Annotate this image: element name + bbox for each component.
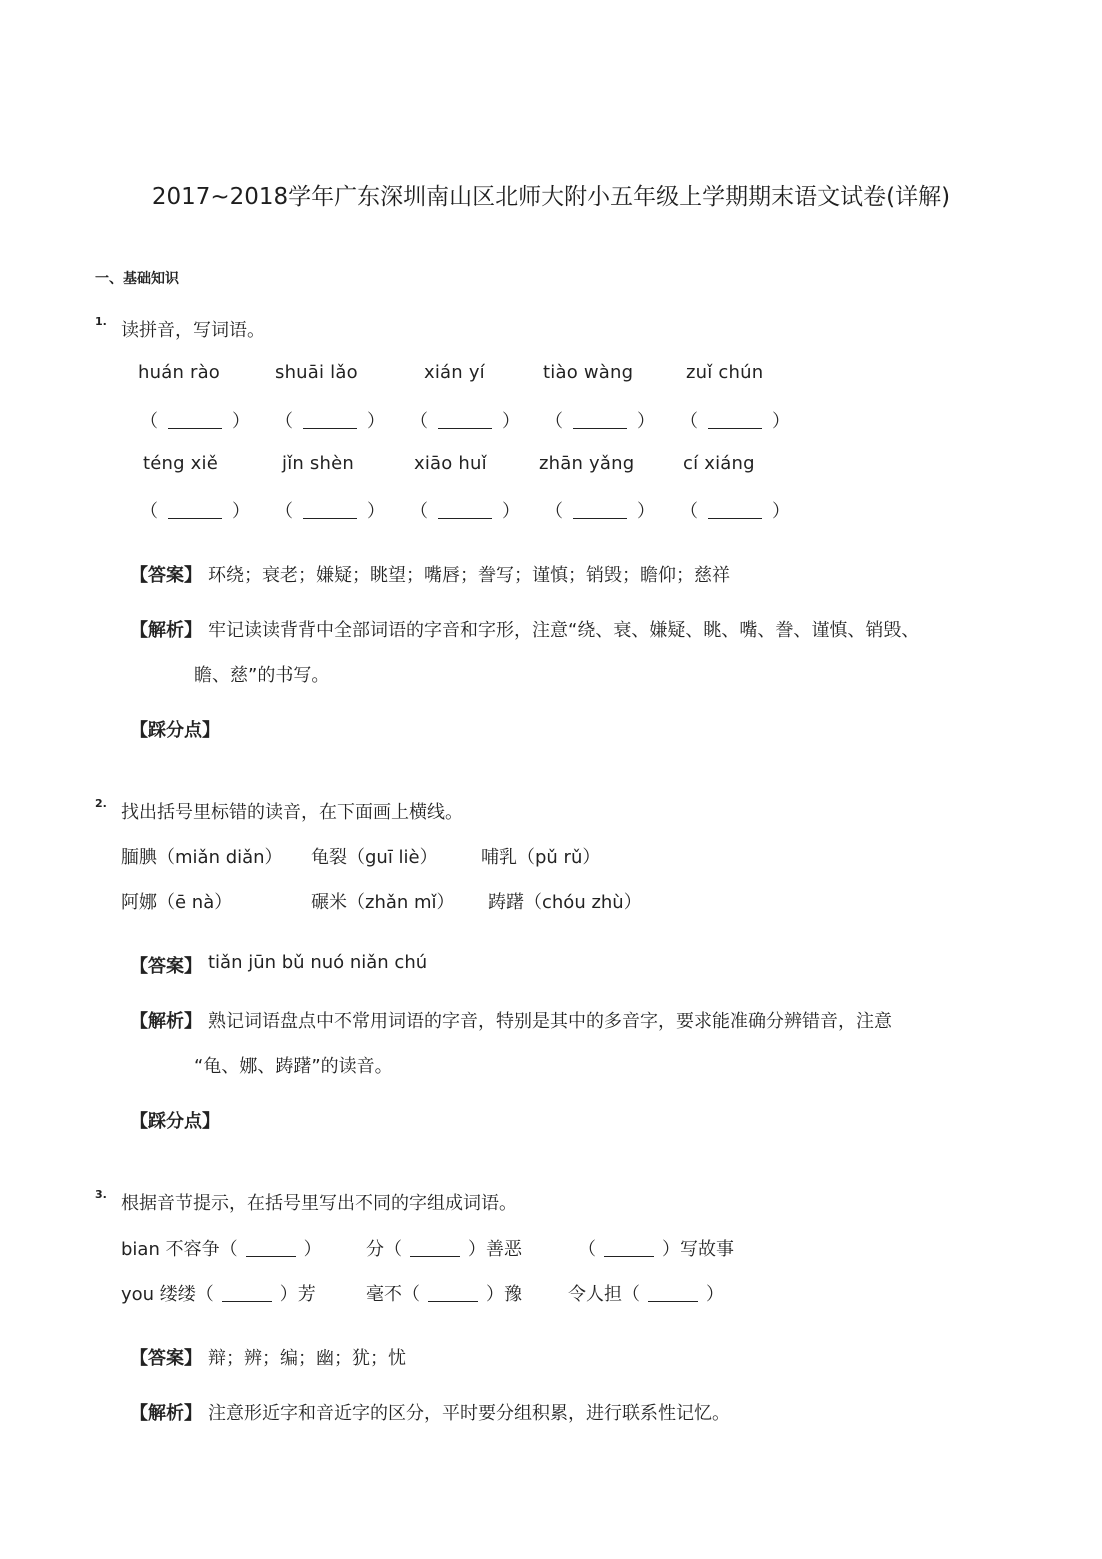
answer-blank[interactable]: （ ） bbox=[275, 501, 385, 522]
pinyin-item: zuǐ chún bbox=[686, 362, 764, 383]
reading-item: 哺乳（pǔ rǔ） bbox=[481, 847, 601, 868]
pinyin-item: xiāo huǐ bbox=[414, 453, 487, 474]
answer-text: 辩；辨；编；幽；犹；忧 bbox=[208, 1348, 406, 1369]
answer-blank[interactable]: （ ） bbox=[140, 501, 250, 522]
answer-blank[interactable]: （ ） bbox=[545, 411, 655, 432]
reading-item: 龟裂（guī liè） bbox=[311, 847, 438, 868]
scoring-points-label: 【踩分点】 bbox=[130, 1111, 220, 1132]
analysis-text: 熟记词语盘点中不常用词语的字音，特别是其中的多音字，要求能准确分辨错音，注意 bbox=[208, 1011, 892, 1032]
answer-blank[interactable]: （ ） bbox=[680, 411, 790, 432]
answer-blank[interactable]: （ ） bbox=[545, 501, 655, 522]
pinyin-item: jǐn shèn bbox=[282, 453, 355, 474]
reading-item: 阿娜（ē nà） bbox=[121, 892, 233, 913]
analysis-text: 牢记读读背背中全部词语的字音和字形，注意“绕、衰、嫌疑、眺、嘴、誊、谨慎、销毁、 bbox=[208, 620, 920, 641]
scoring-points-label: 【踩分点】 bbox=[130, 720, 220, 741]
answer-blank[interactable]: （ ） bbox=[275, 411, 385, 432]
reading-item: 踌躇（chóu zhù） bbox=[488, 892, 642, 913]
pinyin-item: xián yí bbox=[424, 362, 485, 383]
fill-item[interactable]: 令人担（ ） bbox=[568, 1284, 724, 1305]
fill-item[interactable]: （ ）写故事 bbox=[578, 1239, 734, 1260]
analysis-label: 【解析】 bbox=[130, 1011, 202, 1032]
answer-label: 【答案】 bbox=[130, 565, 202, 586]
answer-label: 【答案】 bbox=[130, 1348, 202, 1369]
analysis-label: 【解析】 bbox=[130, 1403, 202, 1424]
fill-item[interactable]: bian 不容争（ ） bbox=[121, 1239, 322, 1260]
fill-item[interactable]: you 缕缕（ ）芳 bbox=[121, 1284, 316, 1305]
pinyin-item: tiào wàng bbox=[543, 362, 634, 383]
question-text: 根据音节提示，在括号里写出不同的字组成词语。 bbox=[121, 1193, 517, 1214]
answer-blank[interactable]: （ ） bbox=[410, 411, 520, 432]
answer-blank[interactable]: （ ） bbox=[680, 501, 790, 522]
page-title: 2017~2018学年广东深圳南山区北师大附小五年级上学期期末语文试卷(详解) bbox=[151, 184, 951, 210]
answer-text: 环绕；衰老；嫌疑；眺望；嘴唇；誊写；谨慎；销毁；瞻仰；慈祥 bbox=[208, 565, 730, 586]
question-number: 1. bbox=[95, 315, 107, 328]
question-text: 读拼音，写词语。 bbox=[121, 320, 265, 341]
answer-text: tiǎn jūn bǔ nuó niǎn chú bbox=[208, 952, 428, 973]
pinyin-item: zhān yǎng bbox=[539, 453, 635, 474]
reading-item: 腼腆（miǎn diǎn） bbox=[121, 847, 283, 868]
question-number: 3. bbox=[95, 1188, 107, 1201]
reading-item: 碾米（zhǎn mǐ） bbox=[311, 892, 455, 913]
analysis-text: “龟、娜、踌躇”的读音。 bbox=[194, 1056, 393, 1077]
analysis-label: 【解析】 bbox=[130, 620, 202, 641]
pinyin-item: huán rào bbox=[138, 362, 221, 383]
pinyin-item: téng xiě bbox=[143, 453, 219, 474]
question-number: 2. bbox=[95, 797, 107, 810]
question-text: 找出括号里标错的读音，在下面画上横线。 bbox=[121, 802, 463, 823]
answer-blank[interactable]: （ ） bbox=[410, 501, 520, 522]
answer-label: 【答案】 bbox=[130, 956, 202, 977]
section-heading: 一、基础知识 bbox=[95, 271, 179, 287]
analysis-text: 瞻、慈”的书写。 bbox=[194, 665, 330, 686]
analysis-text: 注意形近字和音近字的区分，平时要分组积累，进行联系性记忆。 bbox=[208, 1403, 730, 1424]
pinyin-item: shuāi lǎo bbox=[275, 362, 358, 383]
pinyin-item: cí xiáng bbox=[683, 453, 755, 474]
fill-item[interactable]: 毫不（ ）豫 bbox=[366, 1284, 522, 1305]
answer-blank[interactable]: （ ） bbox=[140, 411, 250, 432]
fill-item[interactable]: 分（ ）善恶 bbox=[366, 1239, 522, 1260]
